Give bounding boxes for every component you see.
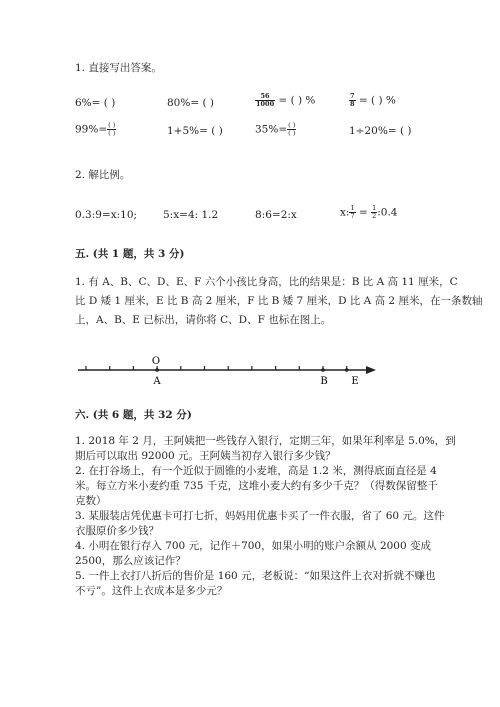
calc-fraction-7-8: $\frac{7}{8}$ = ( ) % [350,92,396,108]
section-5-heading: 五. (共 1 题，共 3 分) [75,248,185,260]
question-6-2-line: 2. 在打谷场上，有一个近似于圆锥的小麦堆，高是 1.2 米，测得底面直径是 4 [75,465,437,477]
question-1-title: 1. 直接写出答案。 [75,62,162,74]
question-6-5-line: 5. 一件上衣打八折后的售价是 160 元，老板说：“如果这件上衣对折就不赚也 [75,570,436,582]
number-line [70,352,380,388]
axis-label-a: A [153,376,161,387]
question-6-4-line: 2500，那么应该记作？ [75,555,186,567]
blank-fraction: $\frac{( )}{( )}$ [108,121,116,137]
question-5-1-text [75,273,485,330]
calc-80-percent: 80%= ( ) [167,97,215,109]
calc-99-percent: 99%= $\frac{( )}{( )}$ [75,121,116,137]
axis-label-e: E [351,376,359,387]
calc-1-div-20-percent: 1÷20%= ( ) [349,125,412,137]
question-6-3-line: 衣服原价多少钱？ [75,525,159,537]
axis-point-dot [321,368,325,372]
axis-point-dot [155,368,159,372]
fraction-7-8: $\frac{7}{8}$ [350,92,355,108]
blank-fraction: $\frac{( )}{( )}$ [288,121,296,137]
ratio-problem-1: 0.3:9=x:10; [75,209,138,221]
calc-6-percent: 6%= ( ) [75,97,116,109]
axis-point-dot [345,368,349,372]
ratio-problem-2: 5:x=4: 1.2 [163,209,219,221]
axis-arrow-icon [366,366,376,374]
question-6-2-line: 克数） [75,495,107,507]
text-line: 1. 有 A、B、C、D、E、F 六个小孩比身高，比的结果是：B 比 A 高 11 厘米，C [75,276,458,288]
calc-fraction-56-1000: $\frac{56}{1000}$ = ( ) % [256,92,316,108]
text-line: 比 D 矮 1 厘米，E 比 B 高 2 厘米，F 比 B 矮 7 厘米，D 比 A 高 2 厘米，在一条数轴 [75,295,483,307]
origin-label: O [151,356,161,367]
question-6-2-line: 米。每立方米小麦约重 735 千克，这堆小麦大约有多少千克？（得数保留整千 [75,480,438,492]
question-2-title: 2. 解比例。 [75,169,131,181]
axis-label-b: B [320,376,328,387]
ratio-problem-3: 8:6=2:x [255,209,297,221]
question-6-5-line: 不亏”。这件上衣成本是多少元？ [75,585,228,597]
calc-35-percent: 35%= $\frac{( )}{( )}$ [255,121,296,137]
fraction-56-1000: $\frac{56}{1000}$ [256,92,275,108]
section-6-questions [75,434,485,599]
ratio-problem-4: x: $\frac{1}{7}$ = $\frac{1}{2}$ :0.4 [340,204,398,220]
question-6-1-line: 期后可以取出 92000 元。王阿姨当初存入银行多少钱？ [75,450,336,462]
calc-1-plus-5-percent: 1+5%= ( ) [167,125,223,137]
question-6-3-line: 3. 某服装店凭优惠卡可打七折，妈妈用优惠卡买了一件衣服，省了 60 元。这件 [75,510,445,522]
question-6-1-line: 1. 2018 年 2 月，王阿姨把一些钱存入银行，定期三年，如果年利率是 5.0%，到 [75,435,456,447]
section-6-heading: 六. (共 6 题，共 32 分) [75,409,192,421]
text-line: 上，A、B、E 已标出，请你将 C、D、F 也标在图上。 [75,314,332,326]
question-6-4-line: 4. 小明在银行存入 700 元，记作＋700，如果小明的账户余额从 2000 变成 [75,540,432,552]
